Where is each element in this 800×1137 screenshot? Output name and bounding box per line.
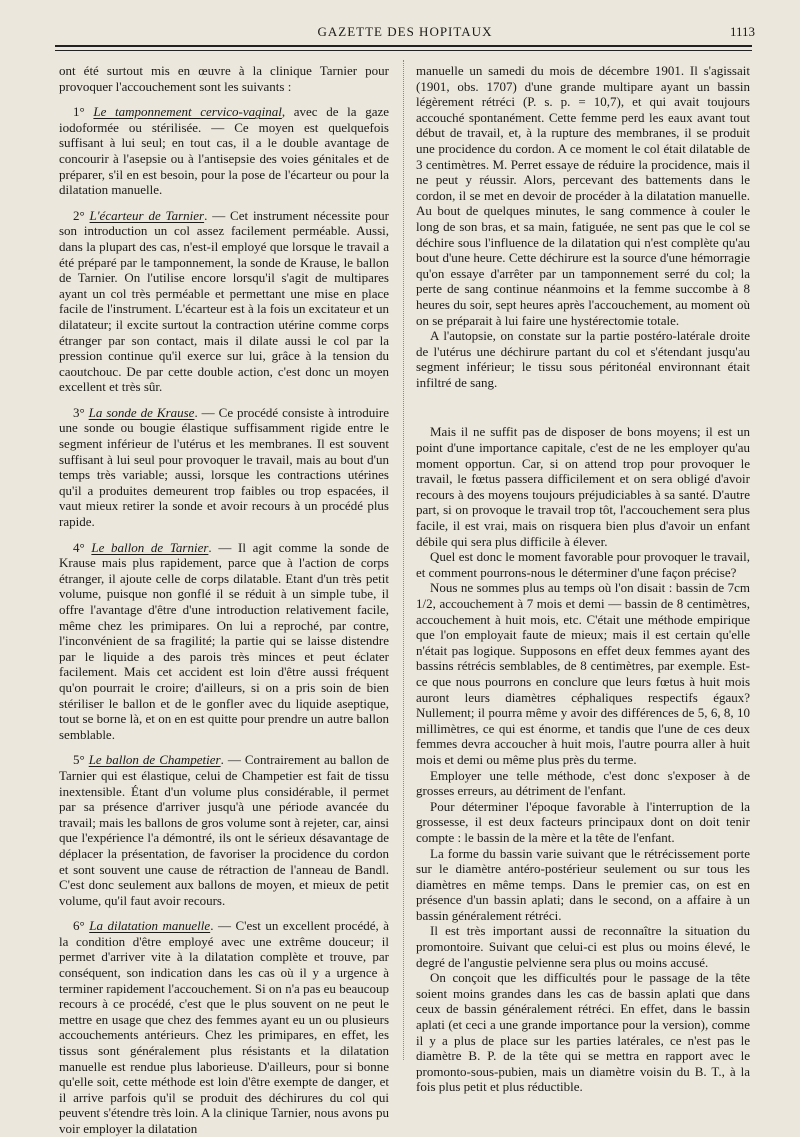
paragraph: Employer une telle méthode, c'est donc s'exposer à de grosses erreurs, au détriment de l'enfant. <box>416 767 750 799</box>
item-title: Le ballon de Champetier <box>88 752 221 768</box>
item-title: Le ballon de Tarnier <box>91 539 209 555</box>
paragraph: Mais il ne suffit pas de disposer de bons moyens; il est un point d'une importance capitale, c'est de ne les employer qu'au moment opportun. Car, si on attend trop pour provoquer le travail, le fœtus passera difficilement et on sera obligé d'avoir recours à des moyens toujours préjudiciables à sa santé. D'autre part, si on provoque le travail trop tôt, l'accouchement sera plus facile, il est vrai, mais on risquera bien plus d'avoir un enfant débile qui sera plus difficile à élever. <box>416 424 750 549</box>
paragraph: manuelle un samedi du mois de décembre 1901. Il s'agissait (1901, obs. 1707) d'une grande multipare ayant un bassin légèrement rétréci (P. s. p. = 10,7), et qui avait toujours accouché spontanément. Cette femme perd les eaux avant tout début de travail, et, à la rupture des membranes, il se produit une procidence du cordon. A ce moment le col était dilatable de 3 centimètres. M. Perret essaye de réduire la procidence, mais il ne peut y réussir. Alors, percevant des battements dans le cordon, il se met en devoir de procéder à la dilatation manuelle. Au bout de quelques minutes, le sang commence à couler le long de son bras, et sa main, fatiguée, ne sent pas que le col se déchire sous l'influence de la dilatation qui n'est complète qu'au bout d'une heure. Cette déchirure est la source d'une hémorragie qu'on essaye d'arrêter par un tamponnement serré du col; la perte de sang continue néanmoins et la femme succombe à 8 heures du soir, sept heures après l'accouchement, au moment où on se préparait à lui faire une hystérectomie totale. <box>416 63 750 328</box>
item-title: Le tamponnement cervico-vaginal <box>93 104 282 120</box>
item-text: . — Contrairement au ballon de Tarnier qui est élastique, celui de Champetier est fait de tissu inextensible. Étant d'un volume plus considérable, il permet par sa présence d'arriver jusqu'à une période avancée du travail; mais les ballons de gros volume sont à rejeter, car, ainsi que l'expérience l'a démontré, ils ont le sérieux désavantage de déplacer la présentation, de favoriser la procidence du cordon et sont souvent une cause de rétraction de l'anneau de Bandl. C'est donc seulement aux ballons de moyen, et mieux de petit volume, qu'il faut avoir recours. <box>59 752 389 908</box>
paragraph: A l'autopsie, on constate sur la partie postéro-latérale droite de l'utérus une déchirure partant du col et s'étendant jusqu'au segment inférieur; le tissu sous péritonéal environnant était infiltré de sang. <box>416 328 750 390</box>
right-column <box>416 63 750 1095</box>
paragraph: La forme du bassin varie suivant que le rétrécissement porte sur le diamètre antéro-postérieur seulement ou sur tous les diamètres en même temps. Dans le premier cas, on est en présence d'un bassin aplati; dans le second, on a affaire à un bassin généralement rétréci. <box>416 845 750 923</box>
paragraph <box>59 104 389 198</box>
item-text: . — Il agit comme la sonde de Krause mais plus rapidement, parce que à l'action de corps étranger, il ajoute celle de corps dilatable. Etant d'un très petit volume, puisque non gonflé il se réduit à un simple tube, il offre l'avantage d'être d'une introduction relativement facile, même chez les primipares. On lui a reproché, par contre, l'inconvénient de sa fragilité; la partie qui se laisse distendre par le liquide a des parois très minces et peut éclater facilement. Mais cet accident est loin d'être aussi fréquent qu'on pourrait le croire; d'ailleurs, si on a pris soin de bien stériliser le ballon et de le gonfler avec du liquide aseptique, tout se borne là, et on en est quitte pour prendre un autre ballon semblable. <box>59 539 389 742</box>
item-number: 1° <box>73 104 94 120</box>
item-number: 3° <box>73 404 89 420</box>
running-header <box>55 22 755 40</box>
paragraph: Il est très important aussi de reconnaître la situation du promontoire. Suivant que celui-ci est plus ou moins élevé, le degré de l'angustie pelvienne sera plus ou moins accusé. <box>416 923 750 970</box>
item-number: 2° <box>73 207 90 223</box>
paragraph: Quel est donc le moment favorable pour provoquer le travail, et comment pourrons-nous le déterminer d'une façon précise? <box>416 549 750 580</box>
item-text: . — Cet instrument nécessite pour son introduction un col assez facilement perméable. Aussi, dans la plupart des cas, n'est-il employé que lorsque le travail a été préparé par le tamponnement, la sonde de Krause, le ballon de Tarnier. On l'utilise encore lorsqu'il s'agit de multipares ayant un col très perméable et permettant une mise en place facile de l'instrument. L'écarteur est à la fois un excitateur et un dilatateur; il excite surtout la contraction utérine comme corps étranger par son contact, mais il dilate aussi le col par la pression continue qu'il exerce sur lui, grâce à la tension du caoutchouc. De par cette double action, c'est donc un moyen excellent et très sûr. <box>59 207 389 395</box>
paragraph <box>59 208 389 395</box>
item-text: , avec de la gaze iodoformée ou stérilisée. — Ce moyen est quelquefois suffisant à lui seul; en tout cas, il a le double avantage de concourir à l'asepsie ou à l'antisepsie des voies génitales et de préparer, s'il en est besoin, pour la pose de l'écarteur ou pour la dilatation manuelle. <box>59 104 390 198</box>
item-number: 4° <box>73 539 92 555</box>
paragraph: Nous ne sommes plus au temps où l'on disait : bassin de 7cm 1/2, accouchement à 7 mois et demi — bassin de 8 centimètres, accouchement à huit mois, etc. C'était une méthode empirique que l'on employait faute de mieux; mais il est certain qu'elle n'était pas logique. Supposons en effet deux femmes ayant des bassins rétrécis semblables, de 8 centimètres, par exemple. Est-ce que nous pourrons en conclure que leurs fœtus à huit mois auront leurs diamètres céphaliques respectifs égaux? Nullement; il pourra même y avoir des différences de 5, 6, 8, 10 millimètres, ce qui est énorme, et tandis que l'une de ces deux femmes devra accoucher à huit mois, l'autre pourra aller à huit mois et demi ou même plus près du terme. <box>416 580 750 767</box>
paragraph <box>59 752 389 908</box>
paragraph: On conçoit que les difficultés pour le passage de la tête soient moins grandes dans les cas de bassin aplati que dans ceux de bassin généralement rétréci. En effet, dans le bassin aplati (et ceci a une grande importance pour la version), comme il y a plus de place sur les parties latérales, ce n'est pas le diamètre B. P. de la tête qui se mettra en rapport avec le promonto-sous-pubien, mais un diamètre voisin du B. T., à la fois plus petit et plus réductible. <box>416 970 750 1095</box>
item-number: 6° <box>73 918 90 934</box>
paragraph: Pour déterminer l'époque favorable à l'interruption de la grossesse, il est deux facteurs principaux dont on doit tenir compte : le bassin de la mère et la tête de l'enfant. <box>416 798 750 845</box>
item-number: 5° <box>73 752 89 768</box>
item-title: La sonde de Krause <box>88 404 195 420</box>
paragraph <box>59 540 389 743</box>
left-column <box>59 63 389 1137</box>
paragraph: ont été surtout mis en œuvre à la clinique Tarnier pour provoquer l'accouchement sont les suivants : <box>59 63 389 94</box>
journal-title: GAZETTE DES HOPITAUX <box>317 24 493 39</box>
item-title: La dilatation manuelle <box>89 918 211 934</box>
paragraph <box>59 405 389 530</box>
item-text: . — Ce procédé consiste à introduire une sonde ou bougie élastique suffisamment rigide entre le segment inférieur de l'utérus et les membranes. Il est souvent suffisant à lui seul pour provoquer le travail, mais au bout d'un temps très variable; aussi, lorsque les contractions utérines qu'il a produites demeurent trop faibles ou trop espacées, il vaut mieux retirer la sonde et avoir recours à un procédé plus rapide. <box>59 404 390 530</box>
item-text: . — C'est un excellent procédé, à la condition d'être employé avec une extrême douceur; il permet d'arriver vite à la dilatation complète et trouve, par conséquent, son indication dans les cas où il y a urgence à terminer rapidement l'accouchement. Si on n'a pas eu beaucoup recours à ce procédé, c'est que le plus souvent on ne peut le mettre en usage que chez des femmes ayant eu un ou plusieurs accouchements antérieurs. Chez les primipares, en effet, les tissus sont généralement plus résistants et la dilatation manuelle est rendue plus laborieuse. D'ailleurs, pour si bonne qu'elle soit, cette méthode est loin d'être exempte de danger, et il arrive parfois qu'il se produit des déchirures du col qui peuvent s'étendre très loin. A la clinique Tarnier, nous avons pu voir employer la dilatation <box>59 918 390 1136</box>
header-rule-thin <box>55 50 752 51</box>
column-divider <box>403 60 404 1060</box>
page-number: 1113 <box>729 24 755 39</box>
header-rule-thick <box>55 45 752 47</box>
paragraph <box>59 918 389 1136</box>
item-title: L'écarteur de Tarnier <box>89 207 205 223</box>
